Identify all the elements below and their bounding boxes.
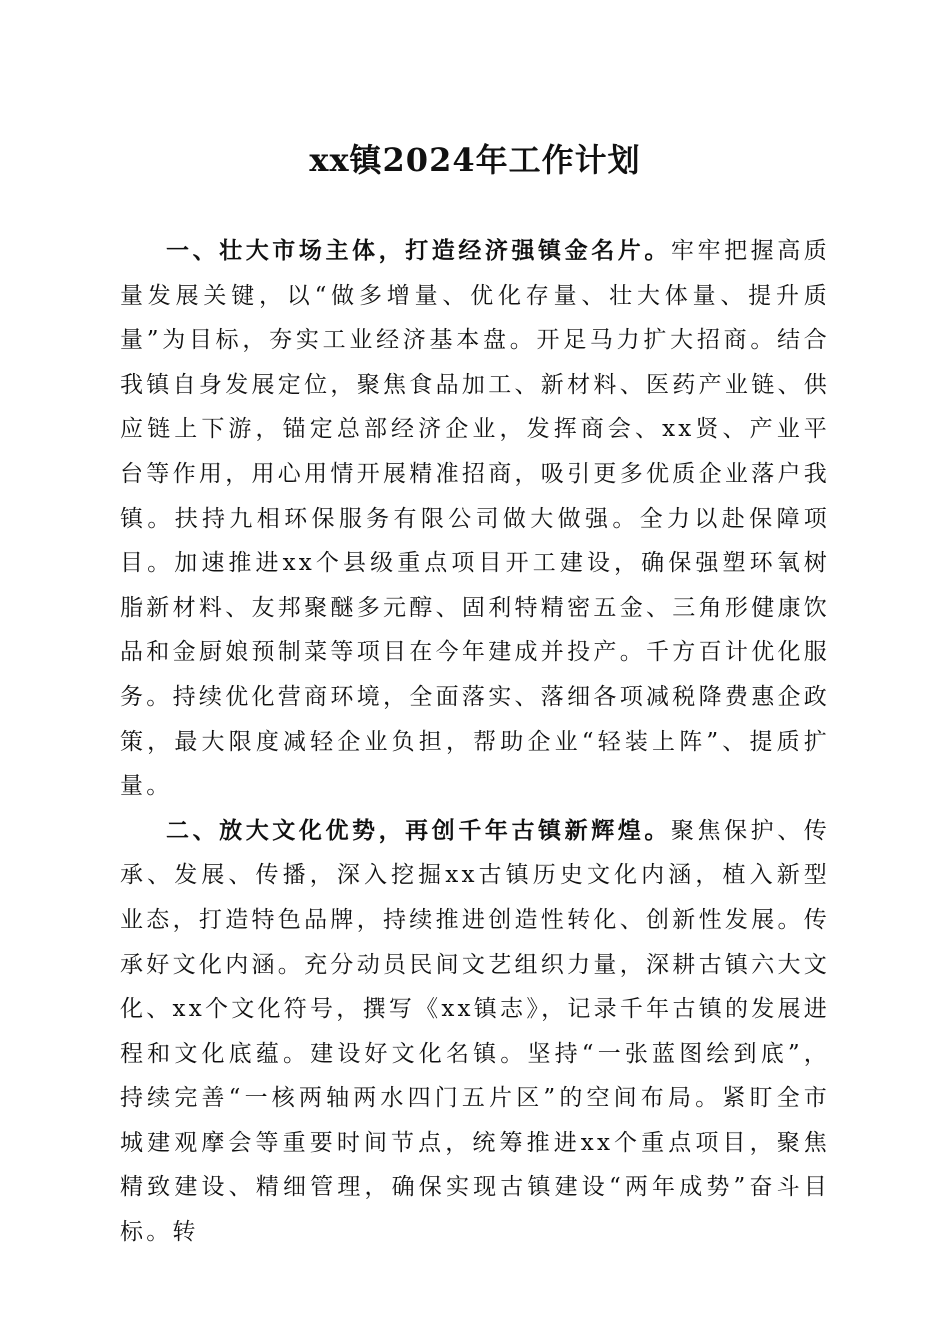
paragraph-culture bbox=[120, 809, 830, 1255]
paragraph-text: 聚焦保护、传承、发展、传播，深入挖掘xx古镇历史文化内涵，植入新型业态，打造特色品牌，持续推进创造性转化、创新性发展。传承好文化内涵。充分动员民间文艺组织力量，深耕古镇六大文化、xx个文化符号，撰写《xx镇志》，记录千年古镇的发展进程和文化底蕴。建设好文化名镇。坚持“一张蓝图绘到底”，持续完善“一核两轴两水四门五片区”的空间布局。紧盯全市城建观摩会等重要时间节点，统筹推进xx个重点项目，聚焦精致建设、精细管理，确保实现古镇建设“两年成势”奋斗目标。转 bbox=[120, 817, 830, 1246]
paragraph-market bbox=[120, 229, 830, 809]
paragraph-heading: 一、壮大市场主体，打造经济强镇金名片。 bbox=[166, 238, 671, 264]
document-body bbox=[120, 229, 830, 1255]
document-title: xx镇2024年工作计划 bbox=[309, 141, 641, 179]
paragraph-text: 牢牢把握高质量发展关键，以“做多增量、优化存量、壮大体量、提升质量”为目标，夯实工业经济基本盘。开足马力扩大招商。结合我镇自身发展定位，聚焦食品加工、新材料、医药产业链、供应链上下游，锚定总部经济企业，发挥商会、xx贤、产业平台等作用，用心用情开展精准招商，吸引更多优质企业落户我镇。扶持九相环保服务有限公司做大做强。全力以赴保障项目。加速推进xx个县级重点项目开工建设，确保强塑环氧树脂新材料、友邦聚醚多元醇、固利特精密五金、三角形健康饮品和金厨娘预制菜等项目在今年建成并投产。千方百计优化服务。持续优化营商环境，全面落实、落细各项减税降费惠企政策，最大限度减轻企业负担，帮助企业“轻装上阵”、提质扩量。 bbox=[120, 238, 830, 800]
paragraph-heading: 二、放大文化优势，再创千年古镇新辉煌。 bbox=[166, 817, 671, 844]
